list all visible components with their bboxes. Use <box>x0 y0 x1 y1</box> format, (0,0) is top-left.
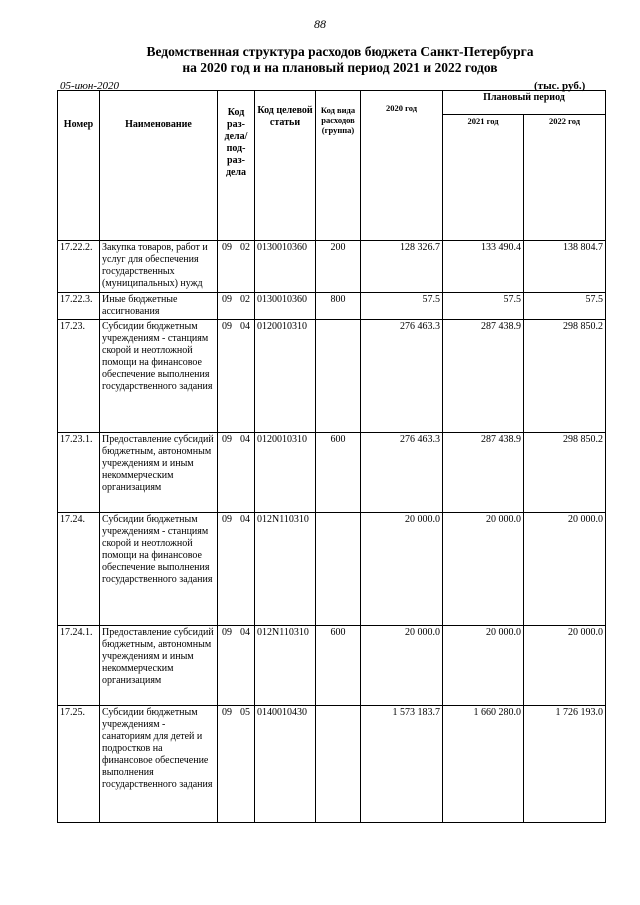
row-amount-2022: 20 000.0 <box>524 513 606 626</box>
table-row <box>58 706 606 823</box>
row-section: 09 <box>222 434 232 445</box>
row-subsection: 02 <box>240 242 250 253</box>
row-name: Предоставление субсидий бюджетным, автономным учреждениям и иным некоммерческим организациям <box>100 626 218 706</box>
table-row <box>58 293 606 320</box>
row-name: Закупка товаров, работ и услуг для обеспечения государственных (муниципальных) нужд <box>100 241 218 293</box>
header-number: Номер <box>58 91 100 241</box>
row-subsection: 04 <box>240 321 250 332</box>
row-amount-2022: 298 850.2 <box>524 320 606 433</box>
row-target-code: 0130010360 <box>255 241 316 293</box>
title-line-2: на 2020 год и на плановый период 2021 и 2022 годов <box>182 60 498 75</box>
row-name: Субсидии бюджетным учреждениям - станциям скорой и неотложной помощи на финансовое обеспечение выполнения государственного задания <box>100 320 218 433</box>
row-target-code: 012N110310 <box>255 513 316 626</box>
header-planned-period: Плановый период <box>443 91 606 115</box>
row-subsection: 04 <box>240 627 250 638</box>
title-line-1: Ведомственная структура расходов бюджета Санкт-Петербурга <box>146 44 534 59</box>
row-amount-2022: 1 726 193.0 <box>524 706 606 823</box>
row-name: Предоставление субсидий бюджетным, автономным учреждениям и иным некоммерческим организациям <box>100 433 218 513</box>
row-expense-type: 600 <box>316 626 361 706</box>
header-section-code: Код раз- дела/ под- раз- дела <box>218 91 255 241</box>
row-subsection: 02 <box>240 294 250 305</box>
table-row <box>58 320 606 433</box>
row-section-code <box>218 626 255 706</box>
row-amount-2021: 287 438.9 <box>443 320 524 433</box>
row-section-code <box>218 706 255 823</box>
header-row <box>58 91 606 115</box>
units-label: (тыс. руб.) <box>534 80 586 92</box>
table-row <box>58 433 606 513</box>
row-section-code <box>218 241 255 293</box>
row-number: 17.23. <box>58 320 100 433</box>
row-number: 17.24. <box>58 513 100 626</box>
row-section: 09 <box>222 514 232 525</box>
row-amount-2020: 276 463.3 <box>361 433 443 513</box>
row-section-code <box>218 513 255 626</box>
page-number: 88 <box>314 17 326 31</box>
row-expense-type: 600 <box>316 433 361 513</box>
row-number: 17.22.2. <box>58 241 100 293</box>
row-amount-2021: 133 490.4 <box>443 241 524 293</box>
header-2021: 2021 год <box>443 115 524 241</box>
row-name: Иные бюджетные ассигнования <box>100 293 218 320</box>
header-2022: 2022 год <box>524 115 606 241</box>
row-amount-2020: 276 463.3 <box>361 320 443 433</box>
row-number: 17.25. <box>58 706 100 823</box>
row-expense-type <box>316 320 361 433</box>
table-row <box>58 513 606 626</box>
header-2020: 2020 год <box>361 91 443 241</box>
row-amount-2020: 57.5 <box>361 293 443 320</box>
row-amount-2021: 20 000.0 <box>443 513 524 626</box>
row-name: Субсидии бюджетным учреждениям - станциям скорой и неотложной помощи на финансовое обеспечение выполнения государственного задания <box>100 513 218 626</box>
document-title <box>60 44 620 76</box>
row-target-code: 012N110310 <box>255 626 316 706</box>
row-target-code: 0120010310 <box>255 320 316 433</box>
table-body <box>58 241 606 823</box>
row-amount-2021: 1 660 280.0 <box>443 706 524 823</box>
row-subsection: 04 <box>240 514 250 525</box>
row-amount-2022: 57.5 <box>524 293 606 320</box>
row-target-code: 0120010310 <box>255 433 316 513</box>
row-amount-2020: 1 573 183.7 <box>361 706 443 823</box>
row-section-code <box>218 320 255 433</box>
table-row <box>58 241 606 293</box>
header-expense-type: Код вида расходов (группа) <box>316 91 361 241</box>
table-row <box>58 626 606 706</box>
row-amount-2021: 287 438.9 <box>443 433 524 513</box>
row-section-code <box>218 433 255 513</box>
row-amount-2020: 128 326.7 <box>361 241 443 293</box>
row-amount-2022: 138 804.7 <box>524 241 606 293</box>
row-expense-type: 800 <box>316 293 361 320</box>
row-section-code <box>218 293 255 320</box>
row-target-code: 0130010360 <box>255 293 316 320</box>
header-target-code: Код целевой статьи <box>255 91 316 241</box>
document-date: 05-июн-2020 <box>60 80 120 92</box>
row-subsection: 04 <box>240 434 250 445</box>
budget-table <box>57 90 606 823</box>
row-section: 09 <box>222 707 232 718</box>
row-amount-2021: 20 000.0 <box>443 626 524 706</box>
row-amount-2021: 57.5 <box>443 293 524 320</box>
row-number: 17.23.1. <box>58 433 100 513</box>
row-amount-2020: 20 000.0 <box>361 626 443 706</box>
row-section: 09 <box>222 321 232 332</box>
header-name: Наименование <box>100 91 218 241</box>
row-subsection: 05 <box>240 707 250 718</box>
row-number: 17.22.3. <box>58 293 100 320</box>
row-name: Субсидии бюджетным учреждениям - санаториям для детей и подростков на финансовое обеспечение выполнения государственного задания <box>100 706 218 823</box>
row-expense-type <box>316 706 361 823</box>
row-section: 09 <box>222 627 232 638</box>
row-amount-2022: 20 000.0 <box>524 626 606 706</box>
row-section: 09 <box>222 294 232 305</box>
row-target-code: 0140010430 <box>255 706 316 823</box>
row-section: 09 <box>222 242 232 253</box>
row-expense-type <box>316 513 361 626</box>
row-number: 17.24.1. <box>58 626 100 706</box>
row-amount-2020: 20 000.0 <box>361 513 443 626</box>
row-amount-2022: 298 850.2 <box>524 433 606 513</box>
row-expense-type: 200 <box>316 241 361 293</box>
